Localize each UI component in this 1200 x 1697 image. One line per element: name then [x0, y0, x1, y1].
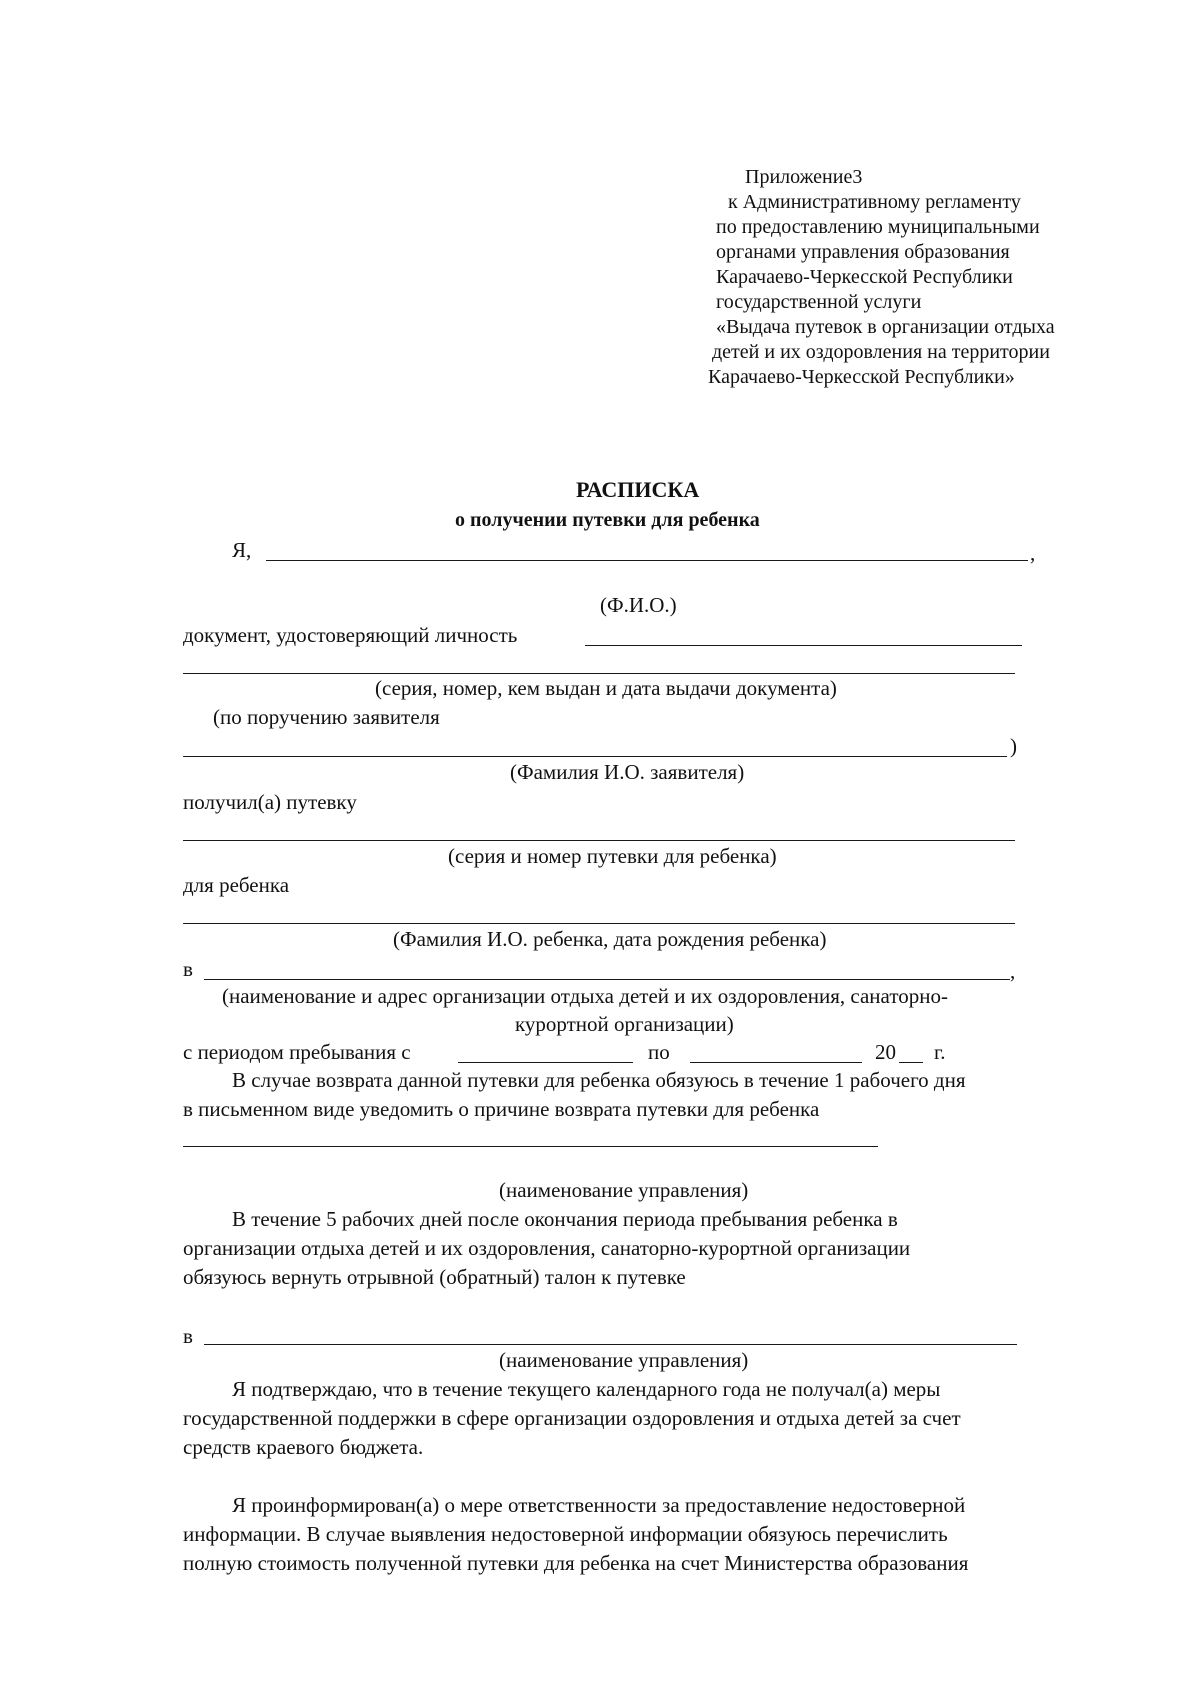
confirm-paragraph-cont: средств краевого бюджета.	[183, 1435, 424, 1459]
return-paragraph: В случае возврата данной путевки для ребенка обязуюсь в течение 1 рабочего дня	[232, 1068, 966, 1092]
annex-line: «Выдача путевок в организации отдыха	[716, 316, 1055, 338]
child-field-line[interactable]	[183, 923, 1015, 924]
annex-line: Карачаево-Черкесской Республики	[716, 266, 1013, 288]
child-caption: (Фамилия И.О. ребенка, дата рождения ребенка)	[393, 927, 827, 951]
confirm-paragraph: Я подтверждаю, что в течение текущего календарного года не получал(а) меры	[232, 1377, 941, 1401]
org-comma: ,	[1010, 959, 1016, 983]
annex-line: государственной услуги	[716, 291, 922, 313]
document-title: РАСПИСКА	[576, 477, 700, 502]
document-subtitle: о получении путевки для ребенка	[455, 509, 760, 531]
doc-label: документ, удостоверяющий личность	[183, 623, 518, 647]
annex-line: Приложение3	[745, 166, 863, 188]
doc-field-line-2[interactable]	[183, 673, 1015, 674]
doc-caption: (серия, номер, кем выдан и дата выдачи документа)	[375, 676, 837, 700]
org-caption: (наименование и адрес организации отдыха детей и их оздоровления, санаторно-	[222, 984, 948, 1008]
org-caption-cont: курортной организации)	[515, 1012, 734, 1036]
annex-line: Карачаево-Черкесской Республики»	[708, 366, 1015, 388]
dept-field-line-2[interactable]	[204, 1344, 1017, 1345]
annex-line: к Административному регламенту	[728, 191, 1021, 213]
period-to-label: по	[648, 1040, 670, 1064]
period-from-label: с периодом пребывания с	[183, 1040, 411, 1064]
voucher-caption: (серия и номер путевки для ребенка)	[448, 844, 777, 868]
inform-paragraph-cont: информации. В случае выявления недостоверной информации обязуюсь перечислить	[183, 1522, 948, 1546]
for-child-label: для ребенка	[183, 873, 290, 897]
in-label: в	[183, 957, 193, 981]
return-paragraph-cont: в письменном виде уведомить о причине возврата путевки для ребенка	[183, 1097, 820, 1121]
received-label: получил(а) путевку	[183, 790, 357, 814]
annex-line: органами управления образования	[716, 241, 1010, 263]
dept-field-line[interactable]	[183, 1146, 878, 1147]
coupon-paragraph-cont: обязуюсь вернуть отрывной (обратный) талон к путевке	[183, 1265, 686, 1289]
voucher-field-line[interactable]	[183, 840, 1015, 841]
coupon-paragraph: В течение 5 рабочих дней после окончания периода пребывания ребенка в	[232, 1207, 898, 1231]
dept-caption: (наименование управления)	[499, 1178, 749, 1202]
i-comma: ,	[1030, 541, 1036, 565]
on-behalf-close: )	[1010, 734, 1017, 758]
annex-line: по предоставлению муниципальными	[716, 216, 1040, 238]
annex-line: детей и их оздоровления на территории	[712, 341, 1050, 363]
year-prefix: 20	[875, 1040, 896, 1064]
in-label-2: в	[183, 1324, 193, 1348]
coupon-paragraph-cont: организации отдыха детей и их оздоровления, санаторно-курортной организации	[183, 1236, 911, 1260]
applicant-field-line[interactable]	[183, 756, 1007, 757]
applicant-caption: (Фамилия И.О. заявителя)	[510, 760, 745, 784]
fio-field-line[interactable]	[266, 560, 1028, 561]
period-to-field[interactable]	[690, 1062, 862, 1063]
inform-paragraph: Я проинформирован(а) о мере ответственности за предоставление недостоверной	[232, 1493, 966, 1517]
i-label: Я,	[232, 538, 252, 562]
period-from-field[interactable]	[458, 1062, 633, 1063]
on-behalf-label: (по поручению заявителя	[213, 705, 440, 729]
inform-paragraph-cont: полную стоимость полученной путевки для ребенка на счет Министерства образования	[183, 1551, 969, 1575]
year-field[interactable]	[899, 1062, 923, 1063]
doc-field-line[interactable]	[585, 645, 1022, 646]
fio-caption: (Ф.И.О.)	[600, 593, 677, 617]
dept-caption-2: (наименование управления)	[499, 1348, 749, 1372]
confirm-paragraph-cont: государственной поддержки в сфере организации оздоровления и отдыха детей за счет	[183, 1406, 961, 1430]
year-suffix: г.	[934, 1040, 946, 1064]
org-field-line[interactable]	[204, 979, 1010, 980]
